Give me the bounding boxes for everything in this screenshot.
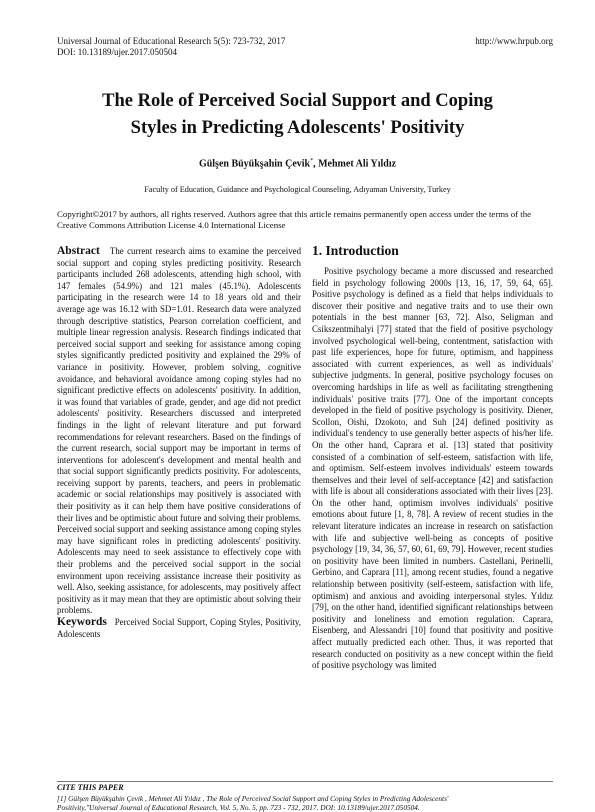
introduction-heading: 1. Introduction: [312, 243, 399, 258]
author-separator: ,: [313, 158, 319, 170]
copyright-notice: Copyright©2017 by authors, all rights reserved. Authors agree that this article remains permanently open access under the terms of the Creative Commons Attribution License 4.0 International License: [57, 209, 532, 230]
author-1: Gülşen Büyükşahin Çevik: [198, 158, 311, 170]
keywords-label: Keywords: [57, 616, 107, 628]
journal-citation: Universal Journal of Educational Research 5(5): 723-732, 2017: [57, 36, 286, 46]
keywords: [57, 617, 301, 640]
citation-line-2: Positivity,"Universal Journal of Educational Research, Vol. 5, No. 5, pp. 723 - 732, 2017. DOI: 10.13189/ujer.2017.050504.: [57, 803, 420, 812]
title-line-2: Styles in Predicting Adolescents' Positivity: [130, 118, 465, 138]
cite-label: CITE THIS PAPER: [57, 783, 124, 792]
abstract-text: The current research aims to examine the perceived social support and coping styles predicting positivity. Research participants included 268 adolescents, attending high school, with 147 females (54.9%) and 121 males (45.1%). Adolescents participating in the research were 14 to 18 years old and their average age was 16.12 with SD=1.01. Research data were analyzed through descriptive statistics, Pearson correlation coefficient, and multiple linear regression analysis. Research findings indicated that perceived social support and seeking for assistance among coping styles significantly predicted positivity and explained the 29% of variance in positivity. However, problem solving, cognitive avoidance, and behavioral avoidance among coping styles had no significant predictive effects on adolescents' positivity. In addition, it was found that variables of grade, gender, and age did not predict adolescents' positivity. Researchers discussed and interpreted findings in the light of relevant literature and put forward recommendations for relevant researchers. Based on the findings of the current research, social support may be important in terms of interventions for adolescent's development and mental health and that social support significantly predicts positivity. For adolescents, receiving support by parents, teachers, and peers in problematic academic or social relationships may positively is associated with their positivity as it can help them have positive considerations of their lives and be optimistic about future and solving their problems. Perceived social support and seeking assistance among coping styles may have significant roles in predicting adolescents' positivity. Adolescents may need to seek assistance to effectively cope with their problems and the perceived social support in the social environment upon receiving assistance increase their positivity as well. Also, seeking assistance, for adolescents, may positively affect positivity as it may mean that they are optimistic about solving their problems.: [57, 246, 302, 616]
affiliation: Faculty of Education, Guidance and Psychological Counseling, Adıyaman University, Turkey: [144, 185, 451, 194]
abstract: [57, 246, 301, 617]
abstract-label: Abstract: [57, 245, 100, 257]
citation-line-1: [1] Gülşen Büyükşahin Çevik , Mehmet Ali Yıldız , The Role of Perceived Social Support and Coping Styles in Predicting Adolescents': [57, 794, 449, 803]
citation: [57, 794, 557, 812]
introduction-column: [312, 243, 553, 672]
footer-divider: [57, 781, 553, 782]
abstract-column: [57, 246, 301, 640]
title-line-1: The Role of Perceived Social Support and Coping: [102, 91, 493, 111]
author-2: Mehmet Ali Yıldız: [318, 158, 397, 170]
paper-title: [0, 88, 595, 142]
introduction-text: Positive psychology became a more discussed and researched field in psychology following 2000s [13, 16, 17, 59, 64, 65]. Positive psychology is defined as a field that helps individuals to discover their positive and negative traits and to use their own potentials in the best manner [63, 72]. Also, Seligman and Csikszentmihalyi [77] stated that the field of positive psychology involved psychological well-being, contentment, satisfaction with past life experiences, hope for future, optimism, and happiness associated with current experiences, as well as individuals' subjective judgments. In general, positive psychology focuses on overcoming hardships in life as well as facilitating strengthening individuals' positive traits [77]. One of the important concepts developed in the field of positive psychology is positivity. Diener, Scollon, Oishi, Dzokoto, and Suh [24] defined positivity as individual's tendency to use generally better aspects of his/her life. On the other hand, Caprara et al. [13] stated that positivity consisted of a combination of self-esteem, satisfaction with life, and optimism. Self-esteem involves individuals' esteem towards themselves and their level of self-acceptance [42] and satisfaction with life is about all considerations associated with their lives [23]. On the other hand, optimism involves individuals' positive emotions about future [1, 8, 78]. A review of recent studies in the relevant literature indicates an increase in research on satisfaction with life and subjective well-being as concepts of positive psychology [19, 34, 36, 57, 60, 61, 69, 79]. However, recent studies on positivity have been limited in numbers. Castellani, Perinelli, Gerbino, and Caprara [11], among recent studies, found a negative relationship between positivity (self-esteem, satisfaction with life, optimism) and anxious and avoiding interpersonal styles. Yıldız [79], on the other hand, identified significant relationships between positivity and loneliness and emotion regulation. Caprara, Eisenberg, and Alessandri [10] found that positivity and positive affect mutually predicted each other. Thus, it was reported that research conducted on positivity as a new concept within the field of positive psychology was limited: [312, 266, 553, 671]
authors: [0, 158, 595, 169]
doi: DOI: 10.13189/ujer.2017.050504: [57, 47, 177, 57]
journal-url[interactable]: http://www.hrpub.org: [475, 36, 553, 46]
keywords-text: Perceived Social Support, Coping Styles, Positivity, Adolescents: [57, 617, 302, 639]
corresponding-marker: *: [310, 158, 314, 164]
